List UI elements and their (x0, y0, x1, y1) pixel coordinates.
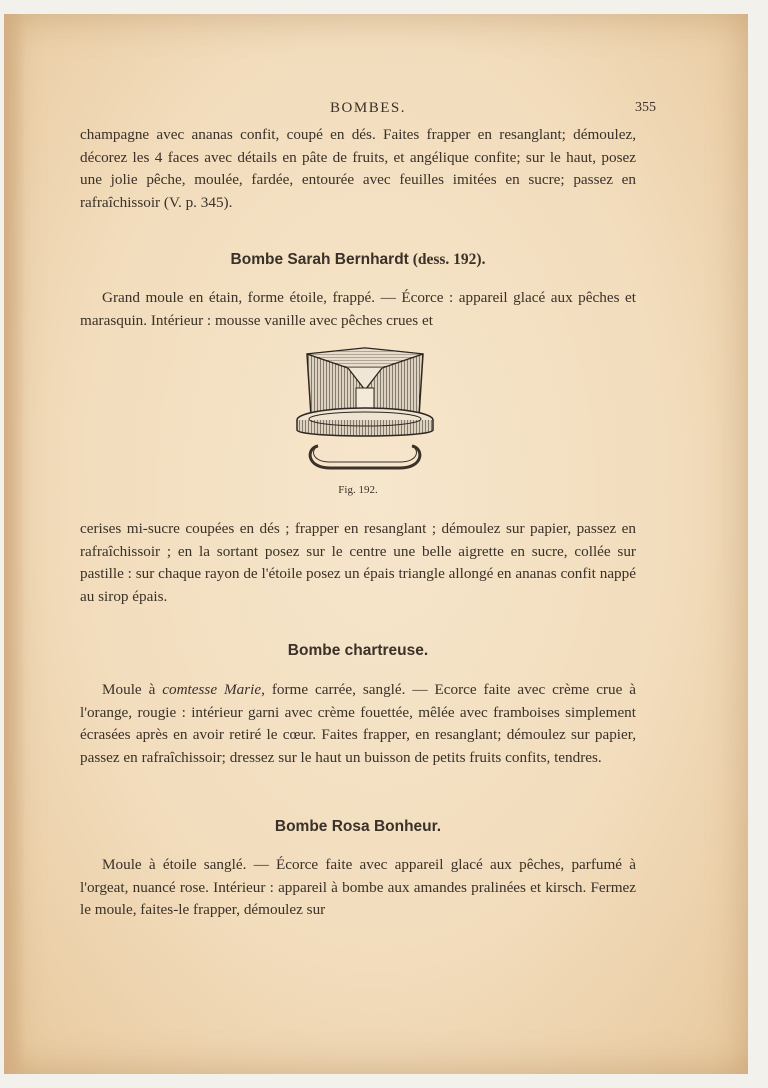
heading-figure-ref: (dess. 192). (408, 251, 486, 268)
bombe-mold-illustration (290, 342, 440, 474)
paragraph-sarah-bernhardt-1: Grand moule en étain, forme étoile, frappé. — Écorce : appareil glacé aux pêches et marasquin. Intérieur : mousse vanille avec pêches crues et (80, 289, 636, 329)
heading-bombe-chartreuse (80, 642, 636, 660)
page-binding-shadow (4, 14, 26, 1074)
paragraph-continuation: champagne avec ananas confit, coupé en dés. Faites frapper en resanglant; démoulez, décorez les 4 faces avec détails en pâte de fruits, et angélique confite; sur le haut, posez une jolie pêche, moulée, fardée, entourée avec feuilles imitées en sucre; passez en rafraîchissoir (V. p. 345). (80, 126, 636, 211)
paragraph-chartreuse (80, 679, 636, 769)
figure-caption: Fig. 192. (338, 484, 378, 496)
heading-name: Bombe chartreuse. (287, 642, 429, 659)
paragraph-sarah-bernhardt-2: cerises mi-sucre coupées en dés ; frapper en resanglant ; démoulez sur papier, passez en rafraîchissoir ; en la sortant posez sur le centre une belle aigrette en sucre, collée sur pastille : sur chaque rayon de l'étoile posez un épais triangle allongé en ananas confit nappé au sirop épais. (80, 520, 636, 605)
running-head (80, 100, 656, 120)
text-run: , forme carrée, sanglé. — Ecorce faite avec crème crue à l'orange, rougie : intérieur garni avec crème fouettée, mêlée avec framboises simplement écrasées après en avoir retiré le cœur. Faites frapper, en resanglant; démoulez sur papier, passez en rafraîchissoir; dressez sur le haut un buisson de petits fruits confits, tendres. (80, 681, 636, 766)
text-run: Moule à (102, 681, 163, 698)
paragraph-rosa-bonheur: Moule à étoile sanglé. — Écorce faite avec appareil glacé aux pêches, parfumé à l'orgeat, nuancé rose. Intérieur : appareil à bombe aux amandes pralinées et kirsch. Fermez le moule, faites-le frapper, démoulez sur (80, 856, 636, 918)
heading-name: Bombe Rosa Bonheur. (274, 818, 442, 835)
italic-mold-name: comtesse Marie (162, 681, 262, 698)
heading-bombe-sarah-bernhardt (80, 251, 636, 269)
page-number: 355 (635, 100, 656, 115)
running-head-title: BOMBES. (330, 100, 406, 116)
heading-name: Bombe Sarah Bernhardt (230, 251, 409, 268)
heading-bombe-rosa-bonheur (80, 818, 636, 836)
